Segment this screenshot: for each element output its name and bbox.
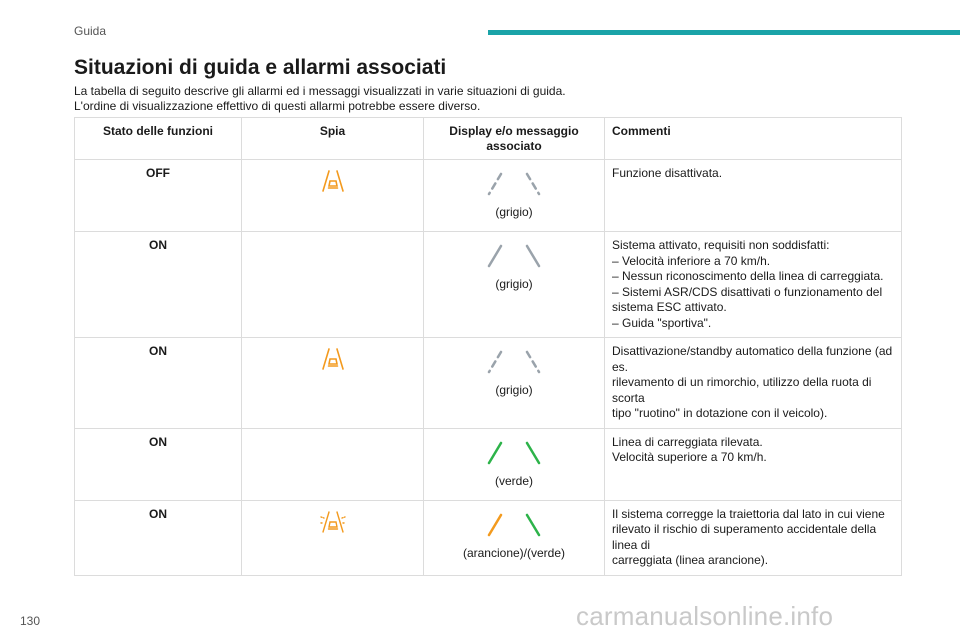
spia-cell bbox=[242, 338, 424, 429]
display-caption: (grigio) bbox=[495, 383, 533, 397]
comment-line: – Guida "sportiva". bbox=[612, 315, 712, 330]
lane-lines-dashed-grey-icon bbox=[479, 170, 549, 198]
comment-line: Disattivazione/standby automatico della funzione (ad es. bbox=[612, 344, 893, 374]
display-caption: (grigio) bbox=[495, 205, 533, 219]
comment-line: – Velocità inferiore a 70 km/h. bbox=[612, 253, 771, 268]
comment-line: sistema ESC attivato. bbox=[612, 300, 727, 314]
state-cell: ON bbox=[75, 428, 242, 500]
state-cell: ON bbox=[75, 338, 242, 429]
comment-cell bbox=[605, 338, 902, 429]
page-number: 130 bbox=[20, 614, 41, 628]
header-comments: Commenti bbox=[605, 118, 902, 160]
comment-cell bbox=[605, 160, 902, 232]
lane-lines-orange-green-icon bbox=[479, 511, 549, 539]
lane-lines-green-icon bbox=[479, 439, 549, 467]
watermark: carmanualsonline.info bbox=[576, 601, 834, 631]
display-caption: (grigio) bbox=[495, 277, 533, 291]
display-cell bbox=[424, 338, 605, 429]
table-row bbox=[75, 338, 902, 429]
comment-line: Funzione disattivata. bbox=[612, 166, 723, 180]
lane-lines-dashed-grey-icon bbox=[479, 348, 549, 376]
header-display: Display e/o messaggio associato bbox=[424, 118, 605, 160]
intro-text bbox=[74, 84, 566, 114]
display-cell bbox=[424, 428, 605, 500]
state-cell: ON bbox=[75, 232, 242, 338]
comment-cell bbox=[605, 500, 902, 575]
comment-line: rilevato il rischio di superamento accidentale della linea di bbox=[612, 522, 877, 552]
table-row bbox=[75, 428, 902, 500]
header-spia: Spia bbox=[242, 118, 424, 160]
comment-line: Velocità superiore a 70 km/h. bbox=[612, 450, 767, 464]
table-row bbox=[75, 160, 902, 232]
intro-line: L'ordine di visualizzazione effettivo di questi allarmi potrebbe essere diverso. bbox=[74, 99, 481, 113]
display-cell bbox=[424, 500, 605, 575]
comment-cell bbox=[605, 232, 902, 338]
lane-assist-orange-icon bbox=[320, 168, 346, 194]
header-state: Stato delle funzioni bbox=[75, 118, 242, 160]
section-label: Guida bbox=[74, 24, 107, 38]
table-header-row bbox=[75, 118, 902, 160]
display-caption: (verde) bbox=[494, 473, 533, 488]
lane-assist-orange-icon bbox=[320, 346, 346, 372]
spia-cell bbox=[242, 160, 424, 232]
spia-cell bbox=[242, 232, 424, 338]
comment-line: Il sistema corregge la traiettoria dal lato in cui viene bbox=[612, 506, 885, 521]
state-cell: ON bbox=[75, 500, 242, 575]
display-cell bbox=[424, 160, 605, 232]
spia-cell bbox=[242, 500, 424, 575]
intro-line: La tabella di seguito descrive gli allarmi ed i messaggi visualizzati in varie situazioni di guida. bbox=[74, 84, 566, 98]
page-title: Situazioni di guida e allarmi associati bbox=[74, 56, 447, 79]
table-row bbox=[75, 232, 902, 338]
functions-table bbox=[74, 117, 902, 576]
comment-line: rilevamento di un rimorchio, utilizzo della ruota di scorta bbox=[612, 375, 872, 405]
comment-line: Sistema attivato, requisiti non soddisfatti: bbox=[612, 238, 830, 252]
display-caption: (arancione)/(verde) bbox=[462, 545, 566, 560]
comment-line: – Nessun riconoscimento della linea di carreggiata. bbox=[612, 269, 884, 283]
lane-assist-active-orange-icon bbox=[320, 509, 346, 535]
table-row bbox=[75, 500, 902, 575]
comment-line: Linea di carreggiata rilevata. bbox=[612, 434, 763, 449]
state-cell: OFF bbox=[75, 160, 242, 232]
comment-cell bbox=[605, 428, 902, 500]
lane-lines-solid-grey-icon bbox=[479, 242, 549, 270]
comment-line: carreggiata (linea arancione). bbox=[612, 553, 769, 567]
header-accent-bar bbox=[488, 30, 960, 35]
spia-cell bbox=[242, 428, 424, 500]
display-cell bbox=[424, 232, 605, 338]
comment-line: – Sistemi ASR/CDS disattivati o funzionamento del bbox=[612, 284, 883, 299]
comment-line: tipo "ruotino" in dotazione con il veicolo). bbox=[612, 406, 828, 420]
